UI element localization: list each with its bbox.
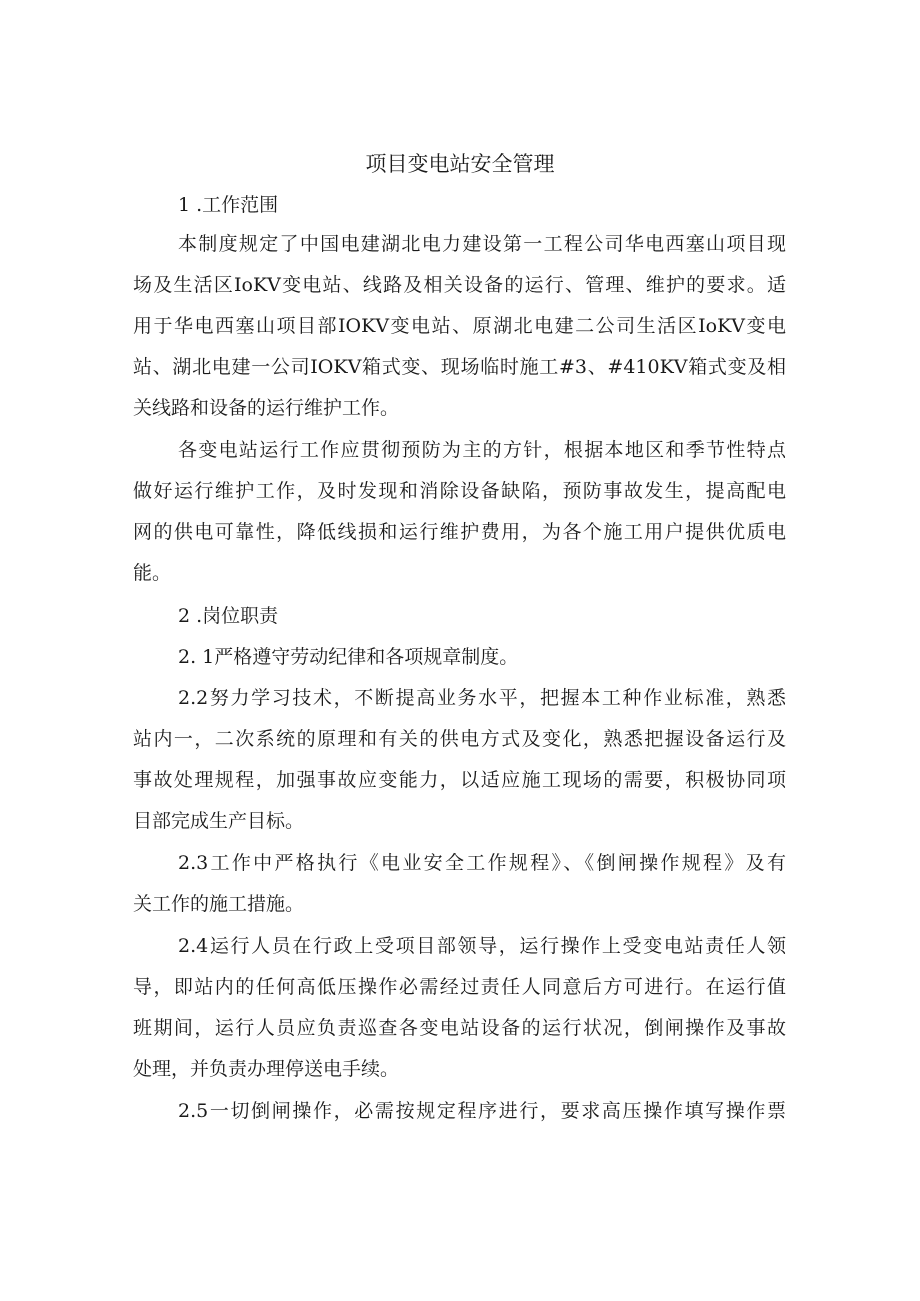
item-2-1: 2. 1严格遵守劳动纪律和各项规章制度。 <box>178 646 519 668</box>
paragraph-1-line: 用于华电西塞山项目部IOKV变电站、原湖北电建二公司生活区IoKV变电 <box>133 315 786 337</box>
paragraph-2-line: 能。 <box>133 562 172 584</box>
item-2-2-line: 目部完成生产目标。 <box>133 810 305 832</box>
document-title: 项目变电站安全管理 <box>365 152 555 176</box>
paragraph-1-line: 本制度规定了中国电建湖北电力建设第一工程公司华电西塞山项目现 <box>178 233 786 255</box>
paragraph-1-line: 站、湖北电建一公司IOKV箱式变、现场临时施工#3、#410KV箱式变及相 <box>133 356 786 378</box>
item-2-4-line: 处理，并负责办理停送电手续。 <box>133 1058 400 1080</box>
item-2-5-line: 2.5一切倒闸操作，必需按规定程序进行，要求高压操作填写操作票 <box>178 1100 786 1122</box>
item-2-3-line: 2.3工作中严格执行《电业安全工作规程》、《倒闸操作规程》及有 <box>178 852 786 874</box>
section-1-heading: 1 .工作范围 <box>178 194 279 216</box>
item-2-4-line: 导，即站内的任何高低压操作必需经过责任人同意后方可进行。在运行值 <box>133 976 786 998</box>
paragraph-2-line: 各变电站运行工作应贯彻预防为主的方针，根据本地区和季节性特点 <box>178 439 786 461</box>
item-2-4-line: 2.4运行人员在行政上受项目部领导，运行操作上受变电站责任人领 <box>178 935 786 957</box>
item-2-4-line: 班期间，运行人员应负责巡查各变电站设备的运行状况，倒闸操作及事故 <box>133 1017 786 1039</box>
section-2-heading: 2 .岗位职责 <box>178 605 279 627</box>
paragraph-1-line: 场及生活区IoKV变电站、线路及相关设备的运行、管理、维护的要求。适 <box>133 274 786 296</box>
paragraph-2-line: 网的供电可靠性，降低线损和运行维护费用，为各个施工用户提供优质电 <box>133 521 786 543</box>
paragraph-1-line: 关线路和设备的运行维护工作。 <box>133 397 400 419</box>
item-2-2-line: 2.2努力学习技术，不断提高业务水平，把握本工种作业标准，熟悉 <box>178 687 786 709</box>
item-2-2-line: 事故处理规程，加强事故应变能力，以适应施工现场的需要，积极协同项 <box>133 769 786 791</box>
item-2-2-line: 站内一，二次系统的原理和有关的供电方式及变化，熟悉把握设备运行及 <box>133 728 786 750</box>
paragraph-2-line: 做好运行维护工作，及时发现和消除设备缺陷，预防事故发生，提高配电 <box>133 480 786 502</box>
item-2-3-line: 关工作的施工措施。 <box>133 893 305 915</box>
